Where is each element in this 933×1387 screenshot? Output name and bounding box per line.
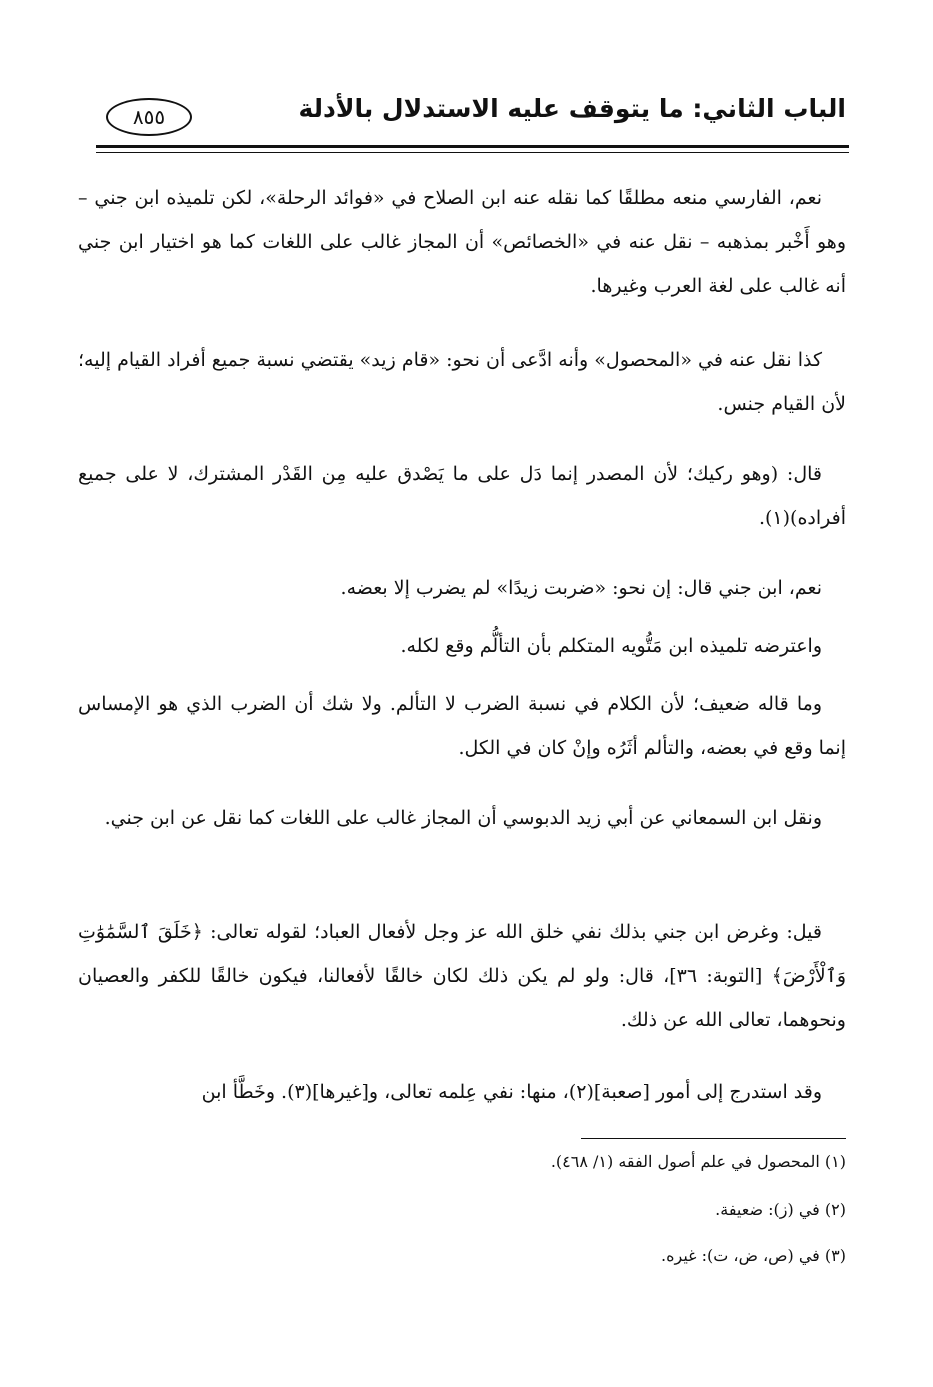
- footnote-separator: [581, 1138, 846, 1139]
- header-rule-thick: [96, 145, 849, 148]
- page-header: [100, 92, 846, 152]
- paragraph-5: واعترضه تلميذه ابن مَتُّويه المتكلم بأن التألُّم وقع لكله.: [400, 635, 822, 657]
- paragraph-7: ونقل ابن السمعاني عن أبي زيد الدبوسي أن المجاز غالب على اللغات كما نقل عن ابن جني.: [104, 807, 822, 829]
- paragraph-8: قيل: وغرض ابن جني بذلك نفي خلق الله عز وجل لأفعال العباد؛ لقوله تعالى: ﴿خَلَقَ ٱلسَّمَٰوَٰتِ وَٱلْأَرْضَ﴾ [التوبة: ٣٦]، قال: ولو لم يكن ذلك لكان خالقًا لأفعالنا، فيكون خالقًا للكفر والعصيان ونحوهما، تعالى الله عن ذلك.: [78, 921, 846, 1031]
- paragraph-9: وقد استدرج إلى أمور [صعبة](٢)، منها: نفي عِلمه تعالى، و[غيرها](٣). وخَطَّأ ابن: [201, 1081, 822, 1103]
- chapter-title: الباب الثاني: ما يتوقف عليه الاستدلال بالأدلة: [298, 94, 846, 123]
- page-number: ٨٥٥: [106, 98, 192, 136]
- paragraph-6: وما قاله ضعيف؛ لأن الكلام في نسبة الضرب لا التألم. ولا شك أن الضرب الذي هو الإمساس إنما وقع في بعضه، والتألم أثَرُه وإنْ كان في الكل.: [78, 693, 846, 759]
- paragraph-4: نعم، ابن جني قال: إن نحو: «ضربت زيدًا» لم يضرب إلا بعضه.: [340, 577, 822, 599]
- footnote-1: (١) المحصول في علم أصول الفقه (١/ ٤٦٨).: [550, 1152, 846, 1171]
- footnote-2: (٢) في (ز): ضعيفة.: [715, 1200, 846, 1219]
- paragraph-3: قال: (وهو ركيك؛ لأن المصدر إنما دَل على ما يَصْدق عليه مِن القَدْر المشترك، لا على جميع أفراده)(١).: [78, 463, 846, 529]
- paragraph-2: كذا نقل عنه في «المحصول» وأنه ادَّعى أن نحو: «قام زيد» يقتضي نسبة جميع أفراد القيام إليه؛ لأن القيام جنس.: [78, 349, 846, 415]
- header-rule-thin: [96, 152, 849, 153]
- paragraph-1: نعم، الفارسي منعه مطلقًا كما نقله عنه ابن الصلاح في «فوائد الرحلة»، لكن تلميذه ابن جني – وهو أَخْبر بمذهبه – نقل عنه في «الخصائص» أن المجاز غالب على اللغات كما هو اختيار ابن جني أنه غالب على لغة العرب وغيرها.: [78, 187, 846, 297]
- footnote-3: (٣) في (ص، ض، ت): غيره.: [661, 1246, 846, 1265]
